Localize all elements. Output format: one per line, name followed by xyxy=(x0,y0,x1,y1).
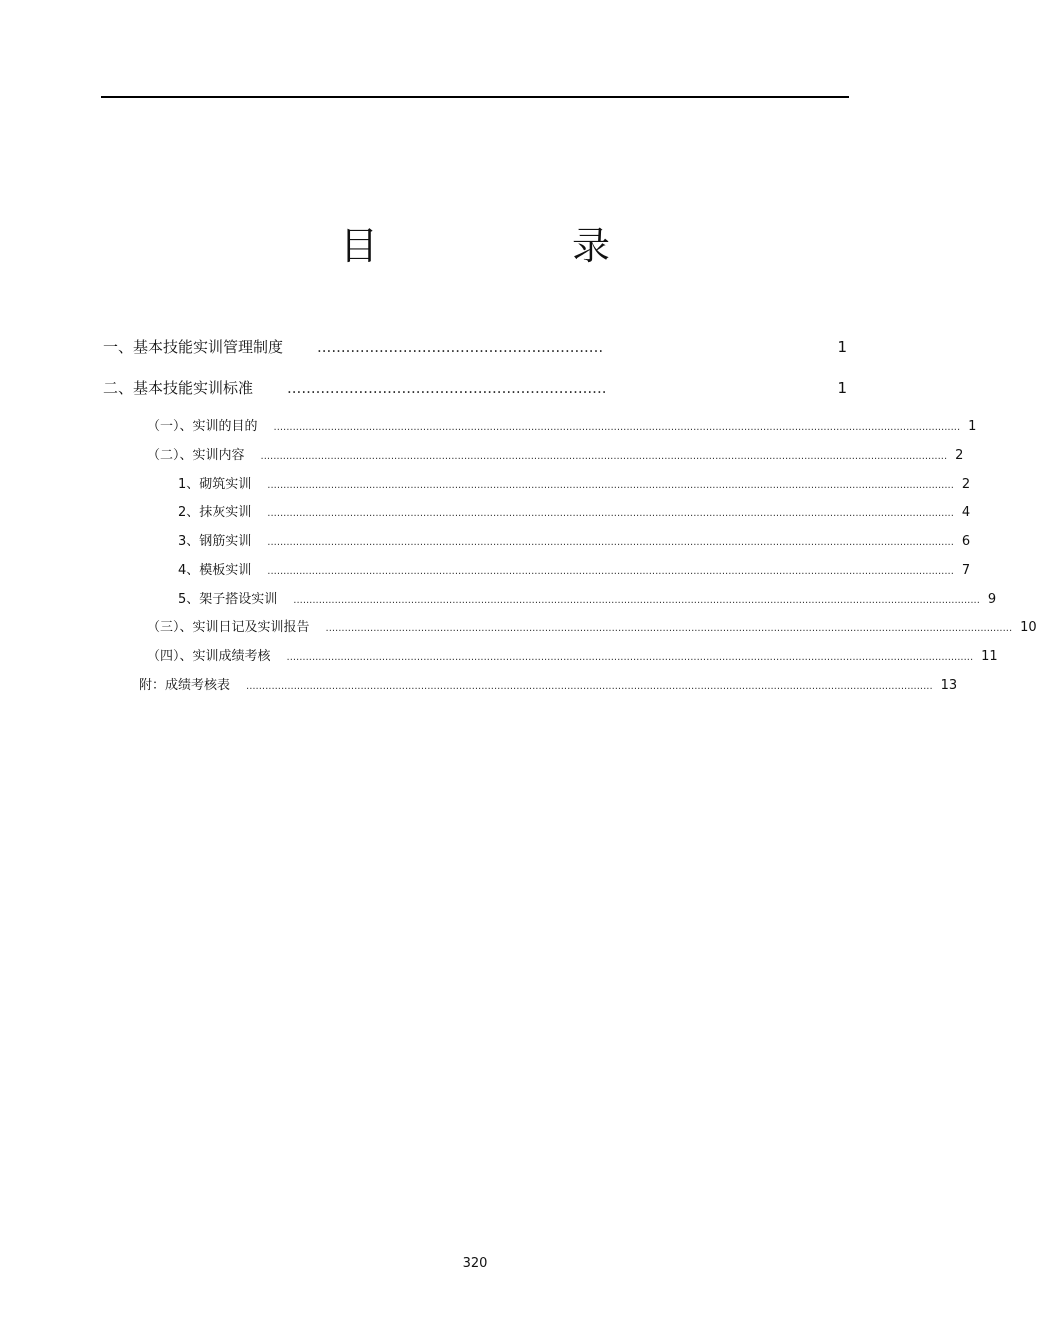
toc-entry-chapter-2[interactable] xyxy=(103,377,847,399)
toc-leader-dots: ................................................................... xyxy=(287,379,607,397)
toc-entry-subsection-3[interactable] xyxy=(178,532,971,553)
toc-leader-dots: ........................................................................................................................................................................................................................ xyxy=(293,595,980,606)
toc-entry-section-3[interactable] xyxy=(147,618,1037,639)
toc-entry-label: 5、架子搭设实训 xyxy=(178,592,278,607)
toc-entry-subsection-1[interactable] xyxy=(178,475,971,496)
toc-entry-section-2[interactable] xyxy=(147,446,964,467)
toc-entry-chapter-1[interactable] xyxy=(103,336,847,358)
toc-entry-page: 6 xyxy=(961,534,971,549)
toc-entry-label: 3、钢筋实训 xyxy=(178,534,252,549)
toc-entry-label: 2、抹灰实训 xyxy=(178,505,252,520)
toc-entry-subsection-2[interactable] xyxy=(178,503,971,524)
toc-entry-page: 1 xyxy=(837,379,847,397)
toc-entry-appendix[interactable] xyxy=(139,676,958,697)
toc-leader-dots: ........................................................................................................................................................................................................................ xyxy=(286,652,974,663)
toc-entry-page: 13 xyxy=(940,678,958,693)
toc-leader-dots: ........................................................................................................................................................................................................................ xyxy=(325,623,1013,634)
header-rule xyxy=(101,96,849,98)
toc-entry-label: 一、基本技能实训管理制度 xyxy=(103,338,284,356)
toc-entry-page: 2 xyxy=(955,448,964,463)
toc-leader-dots: ........................................................................................................................................................................................................................ xyxy=(267,566,954,577)
toc-leader-dots: ........................................................................................................................................................................................................................ xyxy=(267,537,954,548)
toc-entry-page: 4 xyxy=(961,505,971,520)
toc-entry-subsection-5[interactable] xyxy=(178,590,997,611)
toc-entry-label: 1、砌筑实训 xyxy=(178,477,252,492)
toc-entry-page: 10 xyxy=(1020,620,1037,635)
toc-leader-dots: ........................................................................................................................................................................................................................ xyxy=(273,422,961,433)
toc-entry-label: 附：成绩考核表 xyxy=(139,678,231,693)
toc-entry-label: （三）、实训日记及实训报告 xyxy=(147,620,310,635)
toc-entry-label: 二、基本技能实训标准 xyxy=(103,379,254,397)
toc-leader-dots: ........................................................................................................................................................................................................................ xyxy=(246,681,933,692)
page-number: 320 xyxy=(462,1256,488,1271)
toc-entry-page: 9 xyxy=(987,592,997,607)
toc-title: 目 录 xyxy=(339,224,688,268)
toc-leader-dots: ........................................................................................................................................................................................................................ xyxy=(260,451,948,462)
toc-entry-label: （四）、实训成绩考核 xyxy=(147,649,271,664)
toc-leader-dots: ............................................................ xyxy=(317,338,604,356)
toc-entry-label: （二）、实训内容 xyxy=(147,448,245,463)
toc-entry-subsection-4[interactable] xyxy=(178,561,971,582)
toc-entry-section-4[interactable] xyxy=(147,647,998,668)
toc-entry-page: 7 xyxy=(961,563,971,578)
toc-entry-page: 1 xyxy=(968,419,977,434)
toc-leader-dots: ........................................................................................................................................................................................................................ xyxy=(267,480,954,491)
toc-entry-section-1[interactable] xyxy=(147,417,977,438)
toc-entry-label: 4、模板实训 xyxy=(178,563,252,578)
toc-entry-label: （一）、实训的目的 xyxy=(147,419,258,434)
toc-entry-page: 2 xyxy=(961,477,971,492)
toc-entry-page: 1 xyxy=(837,338,847,356)
toc-entry-page: 11 xyxy=(981,649,998,664)
toc-leader-dots: ........................................................................................................................................................................................................................ xyxy=(267,508,954,519)
